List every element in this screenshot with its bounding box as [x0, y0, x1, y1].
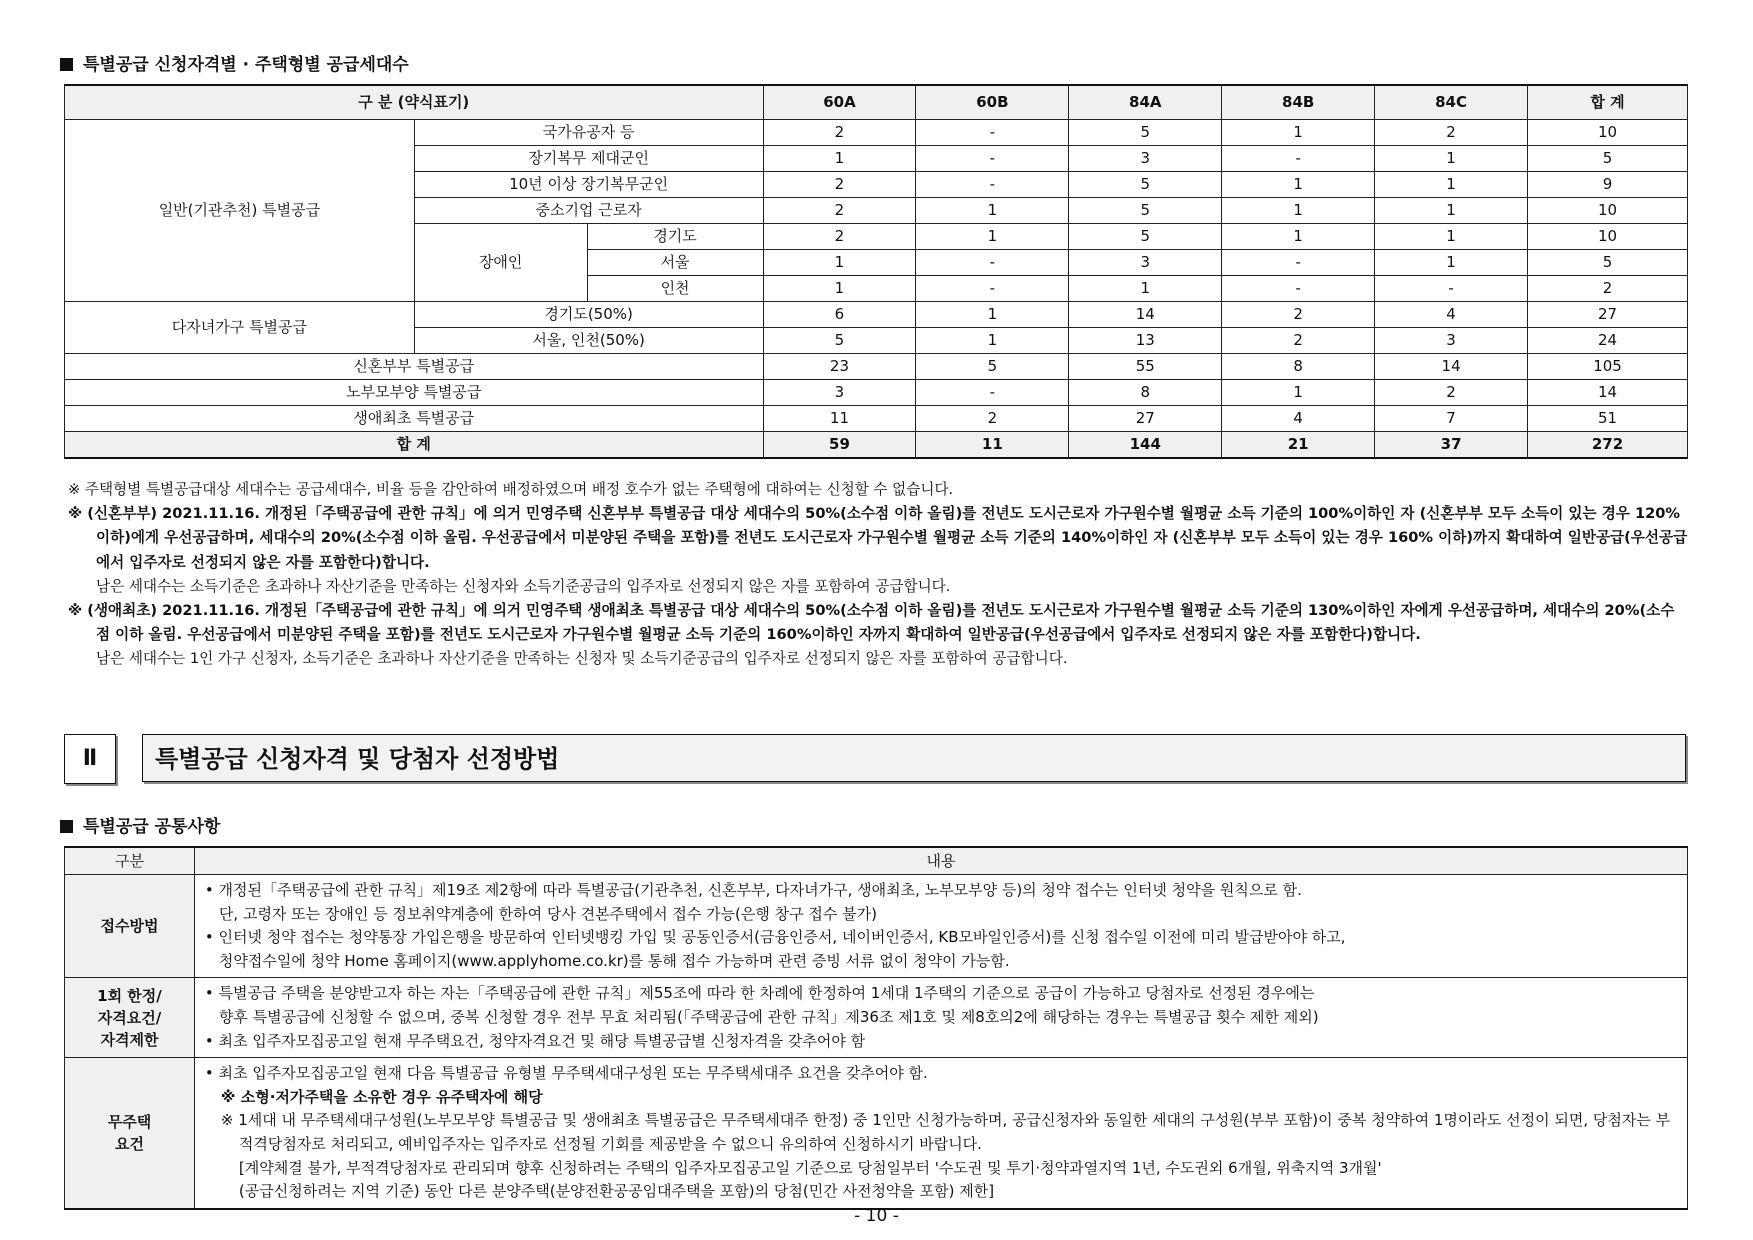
chapter-number: Ⅱ: [64, 734, 116, 784]
label-line: 자격제한: [100, 1030, 159, 1049]
row-label: 중소기업 근로자: [414, 198, 763, 224]
table-header-row: [65, 847, 1688, 875]
row-label: 신혼부부 특별공급: [65, 354, 764, 380]
cell: 37: [1375, 432, 1528, 459]
chapter-title: 특별공급 신청자격 및 당첨자 선정방법: [142, 734, 1686, 782]
cell: 1: [1375, 198, 1528, 224]
cell: 8: [1222, 354, 1375, 380]
cell: 55: [1069, 354, 1222, 380]
note: ※ 주택형별 특별공급대상 세대수는 공급세대수, 비율 등을 감안하여 배정하였으며 배정 호수가 없는 주택형에 대하여는 신청할 수 없습니다.: [68, 481, 954, 498]
bullet-text: • 개정된「주택공급에 관한 규칙」제19조 제2항에 따라 특별공급(기관추천, 신혼부부, 다자녀가구, 생애최초, 노부모부양 등)의 청약 접수는 인터넷 청약을 원칙으로 함.: [204, 881, 1302, 899]
cell: 2: [1375, 120, 1528, 146]
cell: 5: [1528, 146, 1688, 172]
cell: -: [916, 172, 1069, 198]
cell: 272: [1528, 432, 1688, 459]
cell: -: [1375, 276, 1528, 302]
cell: 14: [1069, 302, 1222, 328]
row-label: 장기복무 제대군인: [414, 146, 763, 172]
common-items-table: [64, 846, 1688, 1210]
section-title-text: 특별공급 신청자격별 · 주택형별 공급세대수: [83, 55, 409, 75]
header-60a: 60A: [763, 85, 916, 120]
cell: 13: [1069, 328, 1222, 354]
row-label: 10년 이상 장기복무군인: [414, 172, 763, 198]
cell: -: [916, 380, 1069, 406]
cell: 1: [1222, 172, 1375, 198]
table-header-row: [65, 85, 1688, 120]
label-line: 무주택: [107, 1112, 152, 1131]
square-bullet-icon: [60, 58, 73, 71]
cell: 1: [916, 328, 1069, 354]
cell: 1: [916, 198, 1069, 224]
cell: 27: [1069, 406, 1222, 432]
cell: 3: [1069, 250, 1222, 276]
label-line: 요건: [114, 1134, 144, 1153]
cell: 5: [1069, 198, 1222, 224]
cell: -: [916, 250, 1069, 276]
table-row: [65, 1058, 1688, 1209]
table-row: [65, 978, 1688, 1058]
cell: -: [916, 146, 1069, 172]
cell: 1: [1375, 172, 1528, 198]
bullet-text: • 최초 입주자모집공고일 현재 다음 특별공급 유형별 무주택세대구성원 또는 무주택세대주 요건을 갖추어야 함.: [204, 1064, 928, 1083]
row-label: 서울, 인천(50%): [414, 328, 763, 354]
group-disabled: 장애인: [414, 224, 587, 302]
cell: 1: [1222, 380, 1375, 406]
table-row: [65, 354, 1688, 380]
cell: 6: [763, 302, 916, 328]
row-label: 생애최초 특별공급: [65, 406, 764, 432]
notes-block: [68, 478, 1688, 672]
cell: 1: [1222, 198, 1375, 224]
cell: 3: [1375, 328, 1528, 354]
table-total-row: [65, 432, 1688, 459]
cell: 5: [1069, 120, 1222, 146]
table-row: [65, 380, 1688, 406]
cell: 11: [763, 406, 916, 432]
row-label: [65, 1058, 195, 1209]
cell: 1: [1222, 224, 1375, 250]
bullet-text: • 인터넷 청약 접수는 청약통장 가입은행을 방문하여 인터넷뱅킹 가입 및 공동인증서(금융인증서, 네이버인증서, KB모바일인증서)를 신청 접수일 이전에 미리 발급받아야 하고,: [204, 928, 1346, 947]
cell: 1: [1222, 120, 1375, 146]
cell: 5: [763, 328, 916, 354]
row-content: [194, 978, 1687, 1058]
table-row: [65, 875, 1688, 978]
group-general: 일반(기관추천) 특별공급: [65, 120, 415, 302]
bullet-text: • 최초 입주자모집공고일 현재 무주택요건, 청약자격요건 및 해당 특별공급별 신청자격을 갖추어야 함: [204, 1031, 866, 1050]
square-bullet-icon: [60, 820, 73, 833]
cell: -: [1222, 276, 1375, 302]
cell: 2: [1375, 380, 1528, 406]
cell: 27: [1528, 302, 1688, 328]
cell: 59: [763, 432, 916, 459]
cell: 10: [1528, 120, 1688, 146]
cell: 2: [1222, 328, 1375, 354]
cell: 1: [916, 302, 1069, 328]
row-label: 합 계: [65, 432, 764, 459]
note-bracket-continuation: (공급신청하려는 지역 기준) 동안 다른 분양주택(분양전환공공임대주택을 포함)의 당첨(민간 사전청약을 포함) 제한]: [238, 1182, 995, 1201]
cell: 8: [1069, 380, 1222, 406]
row-label: 경기도(50%): [414, 302, 763, 328]
row-label: 국가유공자 등: [414, 120, 763, 146]
label-line: 1회 한정/: [97, 986, 162, 1005]
section-title-supply-units: [60, 50, 409, 75]
section-title-text: 특별공급 공통사항: [83, 817, 221, 837]
table-row: [65, 120, 1688, 146]
cell: 2: [763, 172, 916, 198]
row-label: 서울: [587, 250, 763, 276]
header-content: 내용: [194, 847, 1687, 875]
row-label: 노부모부양 특별공급: [65, 380, 764, 406]
cell: 1: [1375, 146, 1528, 172]
cell: 10: [1528, 198, 1688, 224]
cell: 9: [1528, 172, 1688, 198]
cell: 3: [763, 380, 916, 406]
table-row: [65, 302, 1688, 328]
cell: 4: [1375, 302, 1528, 328]
cell: -: [1222, 250, 1375, 276]
header-total: 합 계: [1528, 85, 1688, 120]
bullet-continuation: 단, 고령자 또는 장애인 등 정보취약계층에 한하여 당사 견본주택에서 접수 가능(은행 창구 접수 불가): [218, 904, 877, 923]
header-84b: 84B: [1222, 85, 1375, 120]
cell: 3: [1069, 146, 1222, 172]
cell: 1: [1069, 276, 1222, 302]
cell: 5: [1069, 224, 1222, 250]
cell: 23: [763, 354, 916, 380]
header-84c: 84C: [1375, 85, 1528, 120]
page-number: - 10 -: [854, 1206, 899, 1226]
group-multichild: 다자녀가구 특별공급: [65, 302, 415, 354]
cell: 2: [1222, 302, 1375, 328]
bullet-continuation: 청약접수일에 청약 Home 홈페이지(www.applyhome.co.kr)를 통해 접수 가능하며 관련 증빙 서류 없이 청약이 가능함.: [218, 951, 1010, 970]
cell: 21: [1222, 432, 1375, 459]
cell: 24: [1528, 328, 1688, 354]
note-bold: ※ 소형·저가주택을 소유한 경우 유주택자에 해당: [220, 1087, 543, 1106]
cell: 51: [1528, 406, 1688, 432]
row-content: [194, 875, 1687, 978]
cell: 5: [1528, 250, 1688, 276]
cell: 11: [916, 432, 1069, 459]
cell: 7: [1375, 406, 1528, 432]
cell: 14: [1375, 354, 1528, 380]
cell: 1: [916, 224, 1069, 250]
section-title-common: [60, 812, 220, 837]
note: ※ (신혼부부) 2021.11.16. 개정된「주택공급에 관한 규칙」에 의거 민영주택 신혼부부 특별공급 대상 세대수의 50%(소수점 이하 올림)를 전년도 도시근로자 가구원수별 월평균 소득 기준의 100%이하인 자 (신혼부부 모두 소득이 있는 경우 120% 이하)에게 우선공급하며, 세대수의 20%(소수점 이하 올림. 우선공급에서 미분양된 주택을 포함)를 전년도 도시근로자 가구원수별 월평균 소득 기준의 140%이하인 자 (신혼부부 모두 소득이 있는 경우 160% 이하)까지 확대하여 일반공급(우선공급에서 입주자로 선정되지 않은 자를 포함한다)합니다.: [68, 505, 1688, 571]
cell: 4: [1222, 406, 1375, 432]
table-row: [65, 406, 1688, 432]
cell: 2: [763, 198, 916, 224]
row-label: 인천: [587, 276, 763, 302]
cell: 2: [763, 224, 916, 250]
row-label: 경기도: [587, 224, 763, 250]
note: ※ (생애최초) 2021.11.16. 개정된「주택공급에 관한 규칙」에 의거 민영주택 생애최초 특별공급 대상 세대수의 50%(소수점 이하 올림)를 전년도 도시근로자 가구원수별 월평균 소득 기준의 130%이하인 자에게 우선공급하며, 세대수의 20%(소수점 이하 올림. 우선공급에서 미분양된 주택을 포함)를 전년도 도시근로자 가구원수별 월평균 소득 기준의 160%이하인 자까지 확대하여 일반공급(우선공급에서 입주자로 선정되지 않은 자를 포함한다)합니다.: [68, 602, 1675, 644]
cell: 2: [916, 406, 1069, 432]
cell: 1: [763, 146, 916, 172]
supply-units-table: [64, 84, 1688, 459]
header-category: 구 분 (약식표기): [65, 85, 764, 120]
bullet-text: • 특별공급 주택을 분양받고자 하는 자는「주택공급에 관한 규칙」제55조에 따라 한 차례에 한정하여 1세대 1주택의 기준으로 공급이 가능하고 당첨자로 선정된 경우에는: [204, 984, 1315, 1003]
cell: 1: [763, 276, 916, 302]
label-line: 자격요건/: [97, 1008, 162, 1027]
note-continuation: 남은 세대수는 소득기준은 초과하나 자산기준을 만족하는 신청자와 소득기준공급의 입주자로 선정되지 않은 자를 포함하여 공급합니다.: [96, 577, 951, 595]
cell: 5: [1069, 172, 1222, 198]
header-category: 구분: [65, 847, 195, 875]
row-label: 접수방법: [65, 875, 195, 978]
cell: 105: [1528, 354, 1688, 380]
row-label: [65, 978, 195, 1058]
cell: 14: [1528, 380, 1688, 406]
row-content: [194, 1058, 1687, 1209]
cell: 1: [763, 250, 916, 276]
bullet-continuation: 향후 특별공급에 신청할 수 없으며, 중복 신청할 경우 전부 무효 처리됨(「주택공급에 관한 규칙」제36조 제1호 및 제8호의2에 해당하는 경우는 특별공급 횟수 제한 제외): [218, 1007, 1319, 1026]
cell: 10: [1528, 224, 1688, 250]
cell: 2: [1528, 276, 1688, 302]
note-text: ※ 1세대 내 무주택세대구성원(노부모부양 특별공급 및 생애최초 특별공급은 무주택세대주 한정) 중 1인만 신청가능하며, 공급신청자와 동일한 세대의 구성원(부부 포함)이 중복 청약하여 1명이라도 선정이 되면, 당첨자는 부적격당첨자로 처리되고, 예비입주자는 입주자로 선정될 기회를 제공받을 수 없으니 유의하여 신청하시기 바랍니다.: [220, 1111, 1671, 1153]
cell: -: [916, 276, 1069, 302]
cell: 2: [763, 120, 916, 146]
cell: 1: [1375, 250, 1528, 276]
cell: 144: [1069, 432, 1222, 459]
note-continuation: 남은 세대수는 1인 가구 신청자, 소득기준은 초과하나 자산기준을 만족하는 신청자 및 소득기준공급의 입주자로 선정되지 않은 자를 포함하여 공급합니다.: [96, 650, 1068, 668]
note-bracket: [계약체결 불가, 부적격당첨자로 관리되며 향후 신청하려는 주택의 입주자모집공고일 기준으로 당첨일부터 '수도권 및 투기·청약과열지역 1년, 수도권외 6개월, 위축지역 3개월': [238, 1158, 1382, 1177]
cell: 1: [1375, 224, 1528, 250]
cell: -: [1222, 146, 1375, 172]
cell: 5: [916, 354, 1069, 380]
cell: -: [916, 120, 1069, 146]
header-84a: 84A: [1069, 85, 1222, 120]
header-60b: 60B: [916, 85, 1069, 120]
